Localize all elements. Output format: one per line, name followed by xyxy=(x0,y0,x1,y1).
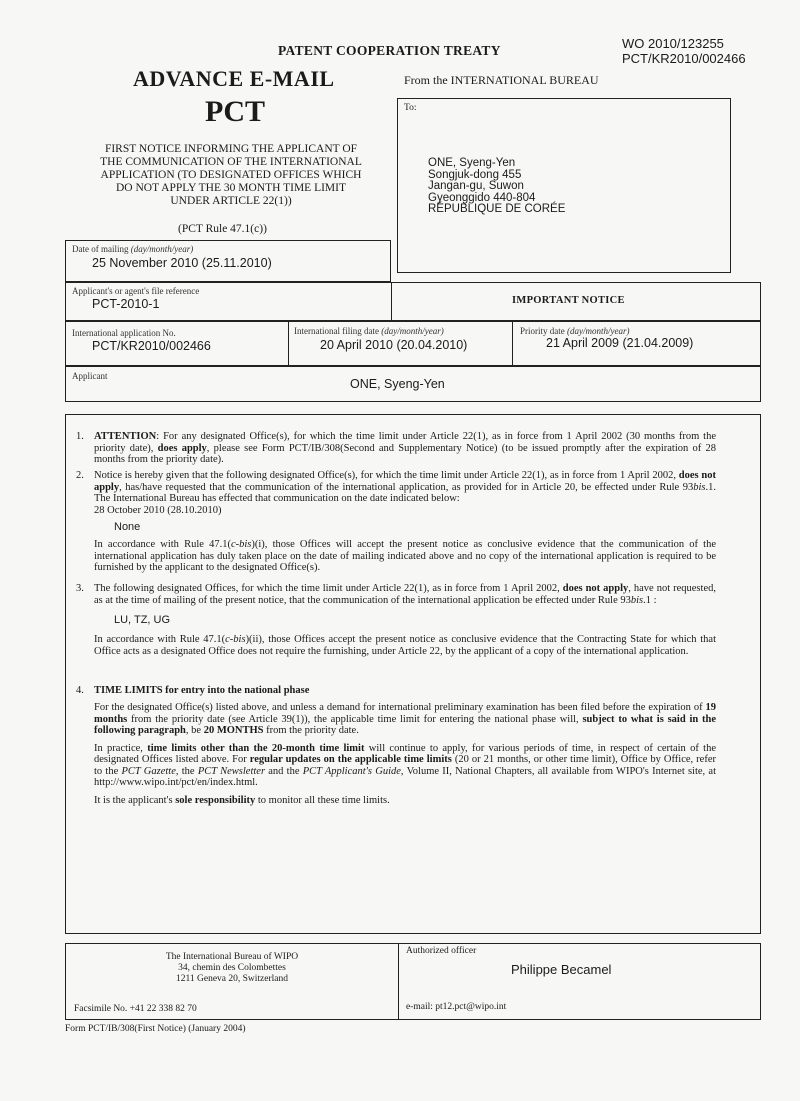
text-run: bis xyxy=(693,481,706,493)
text-run: , has/have requested that the communication of the international application, as provided for in Article 20, be effected under Rule 93 xyxy=(119,481,694,493)
text-run: PCT Applicant's Guide xyxy=(302,765,401,777)
item-4-responsibility xyxy=(94,795,716,807)
text-run: )(ii), those Offices accept the present notice as conclusive evidence that the Contracting State for which that Office acts as a designated Office does not require the furnishing, under Article 22, by the applicant of a copy of the international application. xyxy=(94,634,716,657)
text-run: In accordance with Rule 47.1( xyxy=(94,539,231,550)
emphasis-run: sole responsibility xyxy=(175,794,256,806)
advance-email-title: ADVANCE E-MAIL xyxy=(133,66,335,91)
text-run: , the xyxy=(175,765,198,777)
item-3-evidence xyxy=(94,634,716,657)
notice-title-line: THE COMMUNICATION OF THE INTERNATIONAL xyxy=(100,156,362,168)
address-line: ONE, Syeng-Yen xyxy=(428,157,516,169)
from-bureau: From the INTERNATIONAL BUREAU xyxy=(404,73,599,87)
emphasis-run: 19 months xyxy=(94,702,716,725)
filing-date-value: 20 April 2010 (20.04.2010) xyxy=(320,338,468,352)
footer-box xyxy=(65,943,761,1020)
filing-date-label-text: International filing date xyxy=(294,326,379,336)
text-run: bis xyxy=(630,594,644,606)
item-2-evidence xyxy=(94,539,716,574)
text-run: .1 : xyxy=(643,594,657,606)
text-run: will continue to apply, for various periods of time, in respect of certain of the designated Offices listed above. For xyxy=(94,742,716,765)
bureau-line: 34, chemin des Colombettes xyxy=(178,963,286,973)
priority-sub: (day/month/year) xyxy=(567,326,630,336)
text-run: Notice is hereby given that the following designated Office(s), for which the time limit under Article 22(1), as in force from 1 April 2002, xyxy=(94,470,679,481)
pct-rule: (PCT Rule 47.1(c)) xyxy=(178,223,267,235)
applicant-value: ONE, Syeng-Yen xyxy=(350,377,445,391)
pct-number: PCT/KR2010/002466 xyxy=(622,51,746,66)
text-run: In practice, xyxy=(94,742,148,754)
office-list-none: None xyxy=(114,521,141,533)
date-mailing-value: 25 November 2010 (25.11.2010) xyxy=(92,256,272,270)
intl-app-label: International application No. xyxy=(72,328,176,338)
date-mailing-box xyxy=(65,240,391,282)
important-notice: IMPORTANT NOTICE xyxy=(512,295,625,306)
item-1-text xyxy=(94,431,716,466)
item-4-title: TIME LIMITS for entry into the national phase xyxy=(94,685,310,696)
item-number: 1. xyxy=(76,431,84,442)
date-mailing-label xyxy=(72,244,193,254)
item-number: 3. xyxy=(76,583,84,594)
applicant-label: Applicant xyxy=(72,371,108,381)
treaty-title: PATENT COOPERATION TREATY xyxy=(278,43,501,58)
text-run: , have not requested, as at the time of mailing of the present notice, that the communication of the international application be effected under Rule 93 xyxy=(94,583,716,606)
text-run: from the priority date. xyxy=(263,725,359,736)
text-run: For the designated Office(s) listed above, and unless a demand for international preliminary examination has been filed before the expiration of xyxy=(94,702,706,713)
text-run: The following designated Offices, for which the time limit under Article 22(1), as in force from 1 April 2002, xyxy=(94,583,563,594)
filing-date-label xyxy=(294,326,444,336)
file-ref-value: PCT-2010-1 xyxy=(92,297,160,311)
attention-label: ATTENTION xyxy=(94,431,157,442)
text-run: from the priority date (see Article 39(1)), the applicable time limit for entering the national phase will, xyxy=(127,713,583,725)
notice-body xyxy=(65,414,761,934)
priority-label xyxy=(520,326,629,336)
text-run: : For any designated Office(s), for which the time limit under Article 22(1), as in force from 1 April 2002 (30 months from the priority date), xyxy=(94,431,716,454)
text-run: , please see Form PCT/IB/308(Second and Supplementary Notice) (to be issued promptly after the expiration of 28 months from the priority date). xyxy=(94,442,716,465)
date-mailing-sub: (day/month/year) xyxy=(130,244,194,254)
to-label: To: xyxy=(404,103,417,113)
text-run: PCT Newsletter xyxy=(197,765,266,777)
officer-name: Philippe Becamel xyxy=(511,962,612,977)
application-row xyxy=(65,321,761,366)
emphasis-run: 20 MONTHS xyxy=(203,725,264,736)
text-run: .1. The International Bureau has effected that communication on the date indicated below: xyxy=(94,481,716,504)
notice-title-line: APPLICATION (TO DESIGNATED OFFICES WHICH xyxy=(100,169,362,181)
item-3 xyxy=(76,583,716,657)
item-4-practice xyxy=(94,743,716,789)
item-4 xyxy=(76,685,716,806)
emphasis-run: does not apply xyxy=(94,470,716,493)
item-number: 2. xyxy=(76,470,84,481)
wo-number: WO 2010/123255 xyxy=(622,36,724,51)
text-run: to monitor all these time limits. xyxy=(255,794,390,806)
text-run: It is the applicant's xyxy=(94,794,176,806)
text-run: , Volume II, National Chapters, all available from WIPO's Internet site, at http://www.wipo.int/pct/en/index.html. xyxy=(94,765,716,788)
emphasis-run: regular updates on the applicable time limits xyxy=(249,754,452,765)
facsimile: Facsimile No. +41 22 338 82 70 xyxy=(74,1004,197,1014)
text-run: In accordance with Rule 47.1( xyxy=(94,634,226,645)
intl-app-value: PCT/KR2010/002466 xyxy=(92,339,211,353)
item-1 xyxy=(76,431,716,466)
bureau-line: The International Bureau of WIPO xyxy=(165,952,299,962)
notice-title-line: FIRST NOTICE INFORMING THE APPLICANT OF xyxy=(104,143,358,155)
priority-label-text: Priority date xyxy=(520,326,565,336)
bureau-line: 1211 Geneva 20, Switzerland xyxy=(175,974,289,984)
divider xyxy=(391,283,392,320)
address-line: Songjuk-dong 455 xyxy=(428,168,522,181)
form-reference: Form PCT/IB/308(First Notice) (January 2004) xyxy=(65,1024,246,1034)
date-mailing-label-text: Date of mailing xyxy=(72,244,129,254)
notice-title xyxy=(72,143,390,208)
emphasis-run: time limits other than the 20-month time limit xyxy=(147,742,365,754)
item-number: 4. xyxy=(76,685,84,696)
office-list: LU, TZ, UG xyxy=(114,614,171,626)
notice-title-line: DO NOT APPLY THE 30 MONTH TIME LIMIT xyxy=(115,182,347,194)
notice-title-line: UNDER ARTICLE 22(1)) xyxy=(170,195,292,207)
officer-email: e-mail: pt12.pct@wipo.int xyxy=(406,1002,507,1012)
item-4-text xyxy=(94,702,716,737)
emphasis-run: does not apply xyxy=(562,583,629,594)
text-run: , be xyxy=(185,725,204,736)
priority-value: 21 April 2009 (21.04.2009) xyxy=(546,336,694,350)
applicant-row xyxy=(65,366,761,402)
item-2-text xyxy=(94,470,716,516)
item-3-text xyxy=(94,583,716,606)
file-ref-label: Applicant's or agent's file reference xyxy=(72,286,200,296)
emphasis-run: does apply xyxy=(157,442,207,454)
text-run: c-bis xyxy=(225,634,246,645)
to-address xyxy=(428,158,565,216)
text-run: c-bis xyxy=(230,539,252,550)
divider xyxy=(512,322,513,365)
communication-date: 28 October 2010 (28.10.2010) xyxy=(94,504,222,516)
text-run: (20 or 21 months, or other time limit), Office by Office, refer to the xyxy=(94,754,716,777)
divider xyxy=(398,944,399,1019)
divider xyxy=(288,322,289,365)
address-line: RÉPUBLIQUE DE CORÉE xyxy=(428,203,566,215)
to-box xyxy=(397,98,731,273)
text-run: )(i), those Offices will accept the present notice as conclusive evidence that the communication of the international application has duly taken place on the date of mailing indicated above and no copy of the international application is required to be furnished by the applicant to the designated Office(s). xyxy=(94,539,716,573)
file-ref-row xyxy=(65,282,761,321)
pct-logo-text: PCT xyxy=(205,95,265,128)
filing-date-sub: (day/month/year) xyxy=(381,326,444,336)
address-line: Jangan-gu, Suwon xyxy=(428,180,524,192)
item-2 xyxy=(76,470,716,574)
bureau-address xyxy=(128,952,336,985)
text-run: PCT Gazette xyxy=(121,765,176,777)
emphasis-run: subject to what is said in the following paragraph xyxy=(94,713,716,736)
authorized-label: Authorized officer xyxy=(406,946,477,956)
text-run: and the xyxy=(265,765,303,777)
address-line: Gyeonggido 440-804 xyxy=(428,191,536,204)
